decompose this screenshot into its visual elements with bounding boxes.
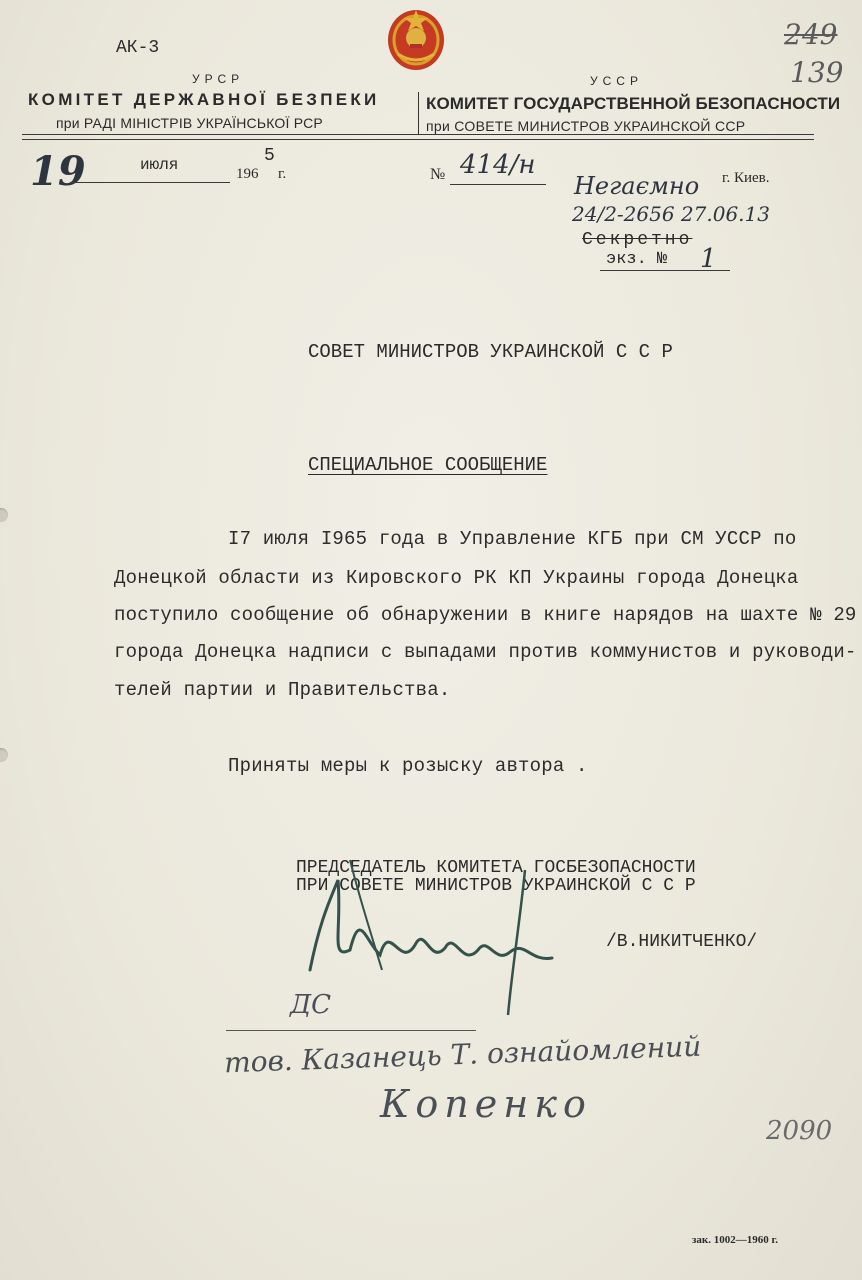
handwritten-initials: ДС [290, 990, 332, 1020]
ua-country: УРСР [192, 72, 245, 86]
date-month: июля [140, 156, 179, 174]
page-number: 139 [790, 56, 844, 89]
body-line-3: поступило сообщение об обнаружении в книге нарядов на шахте № 29 [114, 604, 857, 626]
copy-number: 1 [700, 244, 717, 274]
resolution-rule [226, 1030, 476, 1031]
city: г. Киев. [722, 170, 770, 186]
recipient: СОВЕТ МИНИСТРОВ УКРАИНСКОЙ С С Р [308, 341, 673, 363]
date-year-prefix: 196 [236, 166, 259, 182]
ua-committee-subtitle: при РАДІ МІНІСТРІВ УКРАЇНСЬКОЇ РСР [56, 115, 323, 131]
body-line-2: Донецкой области из Кировского РК КП Украины города Донецка [114, 567, 799, 589]
header-rule-thin [22, 139, 814, 140]
date-year-suffix: г. [278, 166, 287, 182]
ua-committee-title: КОМІТЕТ ДЕРЖАВНОЇ БЕЗПЕКИ [28, 90, 380, 109]
old-page-number: 249 [784, 18, 838, 51]
archive-document-number: 2090 [766, 1116, 833, 1146]
doc-number-line [450, 184, 546, 185]
copy-line [600, 270, 730, 271]
header-divider [418, 92, 419, 134]
handwritten-signature [290, 840, 590, 1020]
punch-hole [0, 748, 8, 762]
body-line-1: I7 июля I965 года в Управление КГБ при СМ УССР по [228, 528, 797, 550]
doc-number-value: 414/н [460, 150, 536, 180]
header-rule [22, 134, 814, 135]
date-day-handwritten: 19 [30, 148, 86, 195]
ru-committee-title: КОМИТЕТ ГОСУДАРСТВЕННОЙ БЕЗОПАСНОСТИ [426, 94, 841, 113]
signer-name: /В.НИКИТЧЕНКО/ [606, 932, 758, 952]
handwritten-urgency: Негаємно [574, 172, 700, 200]
form-code: АК-3 [116, 38, 160, 58]
signer-position-line-1: ПРЕДСЕДАТЕЛЬ КОМИТЕТА ГОСБЕЗОПАСНОСТИ [296, 858, 696, 878]
signer-position-line-2: ПРИ СОВЕТЕ МИНИСТРОВ УКРАИНСКОЙ С С Р [296, 876, 696, 896]
ru-committee-subtitle: при СОВЕТЕ МИНИСТРОВ УКРАИНСКОЙ ССР [426, 118, 746, 134]
handwritten-registration: 24/2-2656 27.06.13 [572, 202, 770, 226]
secret-stamp: Секретно [582, 230, 693, 250]
document-type: СПЕЦИАЛЬНОЕ СООБЩЕНИЕ [308, 454, 548, 476]
coat-of-arms-icon [384, 4, 448, 74]
ru-country: УССР [590, 74, 643, 88]
punch-hole [0, 508, 8, 522]
copy-label: экз. № [606, 250, 668, 269]
body-line-4: города Донецка надписи с выпадами против коммунистов и руководи- [114, 641, 857, 663]
print-order-mark: зак. 1002—1960 г. [692, 1234, 779, 1246]
date-day-line [70, 182, 130, 183]
handwritten-resolution-signature: Копенко [380, 1082, 592, 1126]
body-line-5: телей партии и Правительства. [114, 679, 451, 701]
date-year-digit: 5 [264, 146, 275, 166]
doc-number-label: № [430, 166, 446, 183]
body-closing: Приняты меры к розыску автора . [228, 755, 588, 777]
date-month-line [130, 182, 230, 183]
handwritten-resolution: тов. Казанець Т. ознайомлений [223, 1029, 702, 1080]
